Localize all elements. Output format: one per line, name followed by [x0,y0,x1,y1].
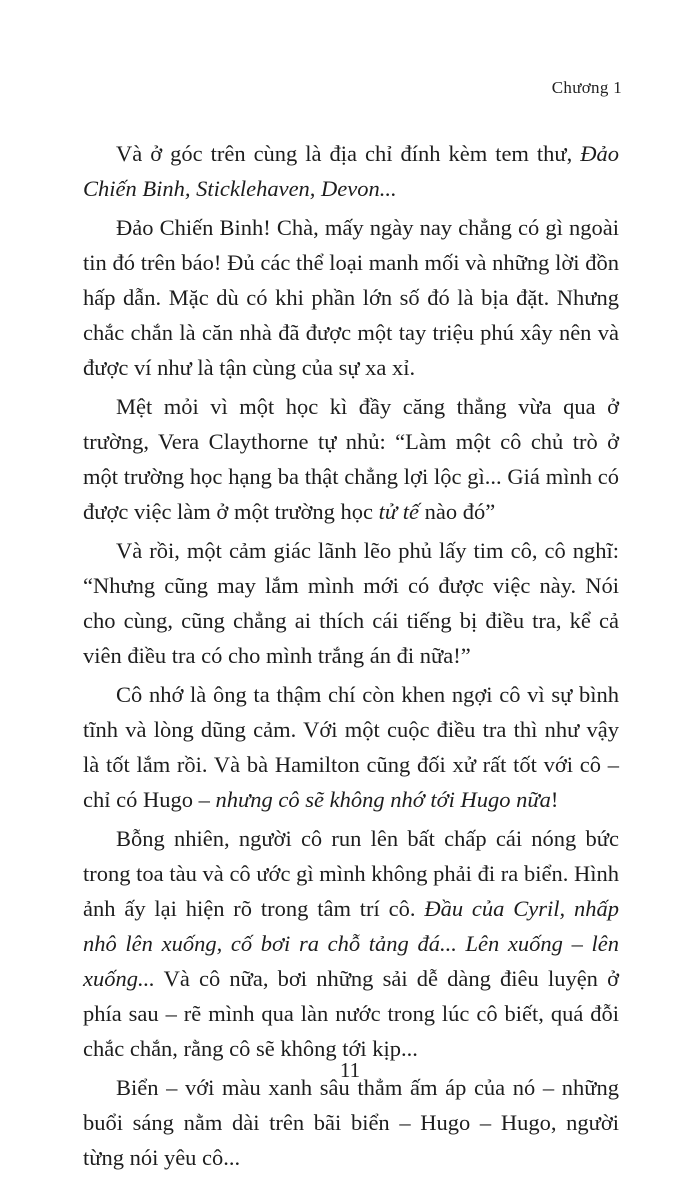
paragraph [83,136,619,206]
paragraph [83,533,619,673]
italic-text: nhưng cô sẽ không nhớ tới Hugo nữa [215,787,551,812]
chapter-running-header: Chương 1 [551,78,622,97]
paragraph [83,677,619,817]
text-segment: ! [550,787,559,812]
italic-text: Đầu của Cyril, nhấp nhô lên xuống, cố bơi ra chỗ tảng đá... Lên xuống – lên xuống... [83,896,619,991]
text-segment: Biển – với màu xanh sâu thẳm ấm áp của nó – những buổi sáng nằm dài trên bãi biển – Hugo – Hugo, người từng nói yêu cô... [83,1075,619,1170]
text-segment: Bỗng nhiên, người cô run lên bất chấp cái nóng bức trong toa tàu và cô ước gì mình không phải đi ra biển. Hình ảnh ấy lại hiện rõ trong tâm trí cô. [83,826,619,921]
body-text [83,136,619,1175]
text-segment: Và rồi, một cảm giác lãnh lẽo phủ lấy tim cô, cô nghĩ: “Nhưng cũng may lắm mình mới có được việc này. Nói cho cùng, cũng chẳng ai thích cái tiếng bị điều tra, kể cả viên điều tra có cho mình trắng án đi nữa!” [83,538,619,668]
text-segment: Và cô nữa, bơi những sải dễ dàng điêu luyện ở phía sau – rẽ mình qua làn nước trong lúc cô biết, quá đỗi chắc chắn, rằng cô sẽ không tới kịp... [83,966,619,1061]
paragraph [83,389,619,529]
text-segment: Đảo Chiến Binh! Chà, mấy ngày nay chẳng có gì ngoài tin đó trên báo! Đủ các thể loại manh mối và những lời đồn hấp dẫn. Mặc dù có khi phần lớn số đó là bịa đặt. Nhưng chắc chắn là căn nhà đã được một tay triệu phú xây nên và được ví như là tận cùng của sự xa xỉ. [83,215,619,380]
italic-text: tử tế [378,499,420,524]
paragraph [83,821,619,1066]
italic-text: Đảo Chiến Binh, Sticklehaven, Devon... [83,141,619,201]
text-segment: Và ở góc trên cùng là địa chỉ đính kèm tem thư, [116,141,581,166]
paragraph [83,210,619,385]
paragraph [83,1070,619,1175]
text-segment: Cô nhớ là ông ta thậm chí còn khen ngợi cô vì sự bình tĩnh và lòng dũng cảm. Với một cuộc điều tra thì như vậy là tốt lắm rồi. Và bà Hamilton cũng đối xử rất tốt với cô – chỉ có Hugo – [83,682,619,812]
text-segment: Mệt mỏi vì một học kì đầy căng thẳng vừa qua ở trường, Vera Claythorne tự nhủ: “Làm một cô chủ trò ở một trường học hạng ba thật chẳng lợi lộc gì... Giá mình có được việc làm ở một trường học [83,394,619,524]
page-number: 11 [339,1058,361,1082]
text-segment: nào đó” [419,499,496,524]
